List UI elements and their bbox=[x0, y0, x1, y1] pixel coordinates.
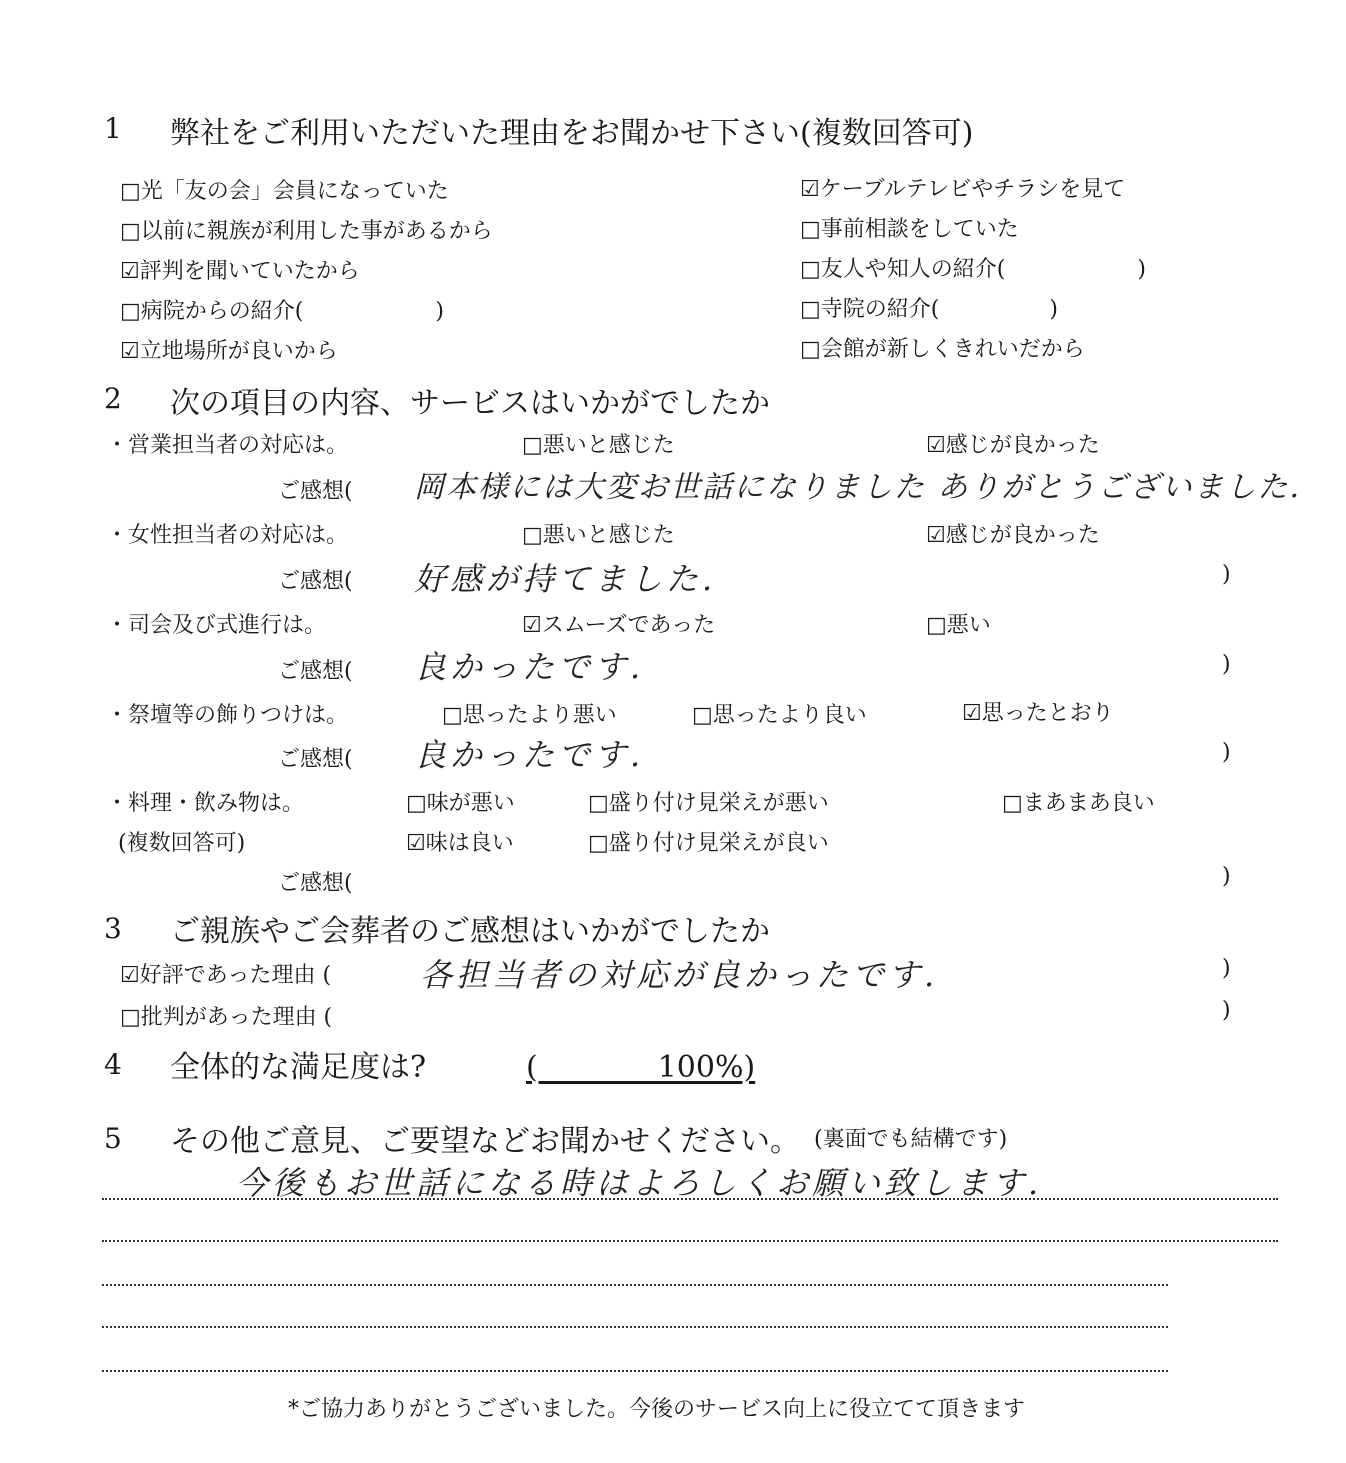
q1-option-temple-referral[interactable]: □寺院の紹介( ) bbox=[800, 297, 1058, 322]
q3-option-positive[interactable]: ☑好評であった理由 ( bbox=[120, 963, 332, 988]
q5-writing-line-1 bbox=[102, 1198, 1278, 1200]
q5-writing-line-4 bbox=[102, 1326, 1168, 1328]
q1-option-friend-referral[interactable]: □友人や知人の紹介( ) bbox=[800, 257, 1146, 282]
q2-food-close-paren: ) bbox=[1222, 864, 1231, 889]
q2-title: 次の項目の内容、サービスはいかがでしたか bbox=[170, 386, 770, 421]
q1-option-cable-tv[interactable]: ☑ケーブルテレビやチラシを見て bbox=[800, 177, 1126, 202]
q3-negative-close-paren: ) bbox=[1222, 998, 1231, 1023]
q2-altar-comment[interactable]: 良かったです. bbox=[414, 736, 645, 774]
q2-food-option-plating-good[interactable]: □盛り付け見栄えが良い bbox=[588, 831, 829, 856]
q5-writing-line-2 bbox=[102, 1240, 1278, 1242]
q2-food-option-so-so[interactable]: □まあまあ良い bbox=[1002, 791, 1155, 816]
q2-altar-kansou-label: ご感想( bbox=[278, 747, 353, 772]
q2-number: 2 bbox=[104, 382, 122, 415]
q2-altar-close-paren: ) bbox=[1222, 740, 1231, 765]
q2-mc-option-bad[interactable]: □悪い bbox=[926, 613, 991, 638]
q2-altar-option-better[interactable]: □思ったより良い bbox=[692, 703, 867, 728]
q1-option-tomo-member[interactable]: □光「友の会」会員になっていた bbox=[120, 179, 449, 204]
q2-mc-option-smooth[interactable]: ☑スムーズであった bbox=[522, 613, 716, 638]
q2-sales-comment[interactable]: 岡本様には大変お世話になりました ありがとうございました. bbox=[414, 470, 1302, 505]
q1-option-relative-used[interactable]: □以前に親族が利用した事があるから bbox=[120, 219, 493, 244]
q2-food-option-taste-good[interactable]: ☑味は良い bbox=[406, 831, 514, 856]
q3-option-negative[interactable]: □批判があった理由 ( bbox=[120, 1005, 333, 1030]
q2-female-option-bad[interactable]: □悪いと感じた bbox=[522, 523, 675, 548]
q2-female-close-paren: ) bbox=[1222, 562, 1231, 587]
q2-sales-option-good[interactable]: ☑感じが良かった bbox=[926, 433, 1100, 458]
q2-sales-option-bad[interactable]: □悪いと感じた bbox=[522, 433, 675, 458]
q5-writing-line-3 bbox=[102, 1284, 1168, 1286]
q2-female-option-good[interactable]: ☑感じが良かった bbox=[926, 523, 1100, 548]
q5-note: (裏面でも結構です) bbox=[814, 1127, 1008, 1152]
q1-option-hospital-referral[interactable]: □病院からの紹介( ) bbox=[120, 299, 444, 324]
q2-food-sub-label: (複数回答可) bbox=[118, 831, 246, 856]
q2-mc-close-paren: ) bbox=[1222, 652, 1231, 677]
q2-altar-option-as-expected[interactable]: ☑思ったとおり bbox=[962, 701, 1114, 726]
q3-title: ご親族やご会葬者のご感想はいかがでしたか bbox=[170, 914, 770, 949]
q2-altar-option-worse[interactable]: □思ったより悪い bbox=[442, 703, 617, 728]
q2-sales-label: ・営業担当者の対応は。 bbox=[106, 433, 349, 458]
q1-option-reputation[interactable]: ☑評判を聞いていたから bbox=[120, 259, 360, 284]
q2-female-comment[interactable]: 好感が持てました. bbox=[414, 560, 717, 598]
q1-option-pre-consultation[interactable]: □事前相談をしていた bbox=[800, 217, 1019, 242]
q5-number: 5 bbox=[104, 1122, 122, 1155]
q2-mc-kansou-label: ご感想( bbox=[278, 659, 353, 684]
q2-mc-label: ・司会及び式進行は。 bbox=[106, 613, 327, 638]
q3-number: 3 bbox=[104, 912, 122, 945]
q1-title: 弊社をご利用いただいた理由をお聞かせ下さい(複数回答可) bbox=[170, 116, 974, 151]
q2-food-kansou-label: ご感想( bbox=[278, 871, 353, 896]
q5-title: その他ご意見、ご要望などお聞かせください。 bbox=[170, 1124, 800, 1159]
q2-sales-kansou-label: ご感想( bbox=[278, 479, 353, 504]
q4-satisfaction-answer[interactable]: ( 100%) bbox=[526, 1050, 756, 1085]
q1-option-new-hall[interactable]: □会館が新しくきれいだから bbox=[800, 337, 1085, 362]
q2-food-option-taste-bad[interactable]: □味が悪い bbox=[406, 791, 515, 816]
q5-writing-line-5 bbox=[102, 1370, 1168, 1372]
q3-positive-close-paren: ) bbox=[1222, 956, 1231, 981]
footer-thanks: *ご協力ありがとうございました。今後のサービス向上に役立てて頂きます bbox=[288, 1397, 1026, 1422]
q4-number: 4 bbox=[104, 1048, 122, 1081]
q2-food-option-plating-bad[interactable]: □盛り付け見栄えが悪い bbox=[588, 791, 829, 816]
q4-title: 全体的な満足度は? bbox=[170, 1050, 427, 1085]
q1-number: 1 bbox=[104, 112, 122, 145]
q2-female-label: ・女性担当者の対応は。 bbox=[106, 523, 349, 548]
q2-female-kansou-label: ご感想( bbox=[278, 569, 353, 594]
q2-mc-comment[interactable]: 良かったです. bbox=[414, 648, 645, 686]
q2-altar-label: ・祭壇等の飾りつけは。 bbox=[106, 703, 349, 728]
q2-food-label: ・料理・飲み物は。 bbox=[106, 791, 305, 816]
q5-comment[interactable]: 今後もお世話になる時はよろしくお願い致します. bbox=[236, 1164, 1043, 1202]
q3-positive-comment[interactable]: 各担当者の対応が良かったです. bbox=[420, 956, 939, 994]
q1-option-location[interactable]: ☑立地場所が良いから bbox=[120, 339, 338, 364]
